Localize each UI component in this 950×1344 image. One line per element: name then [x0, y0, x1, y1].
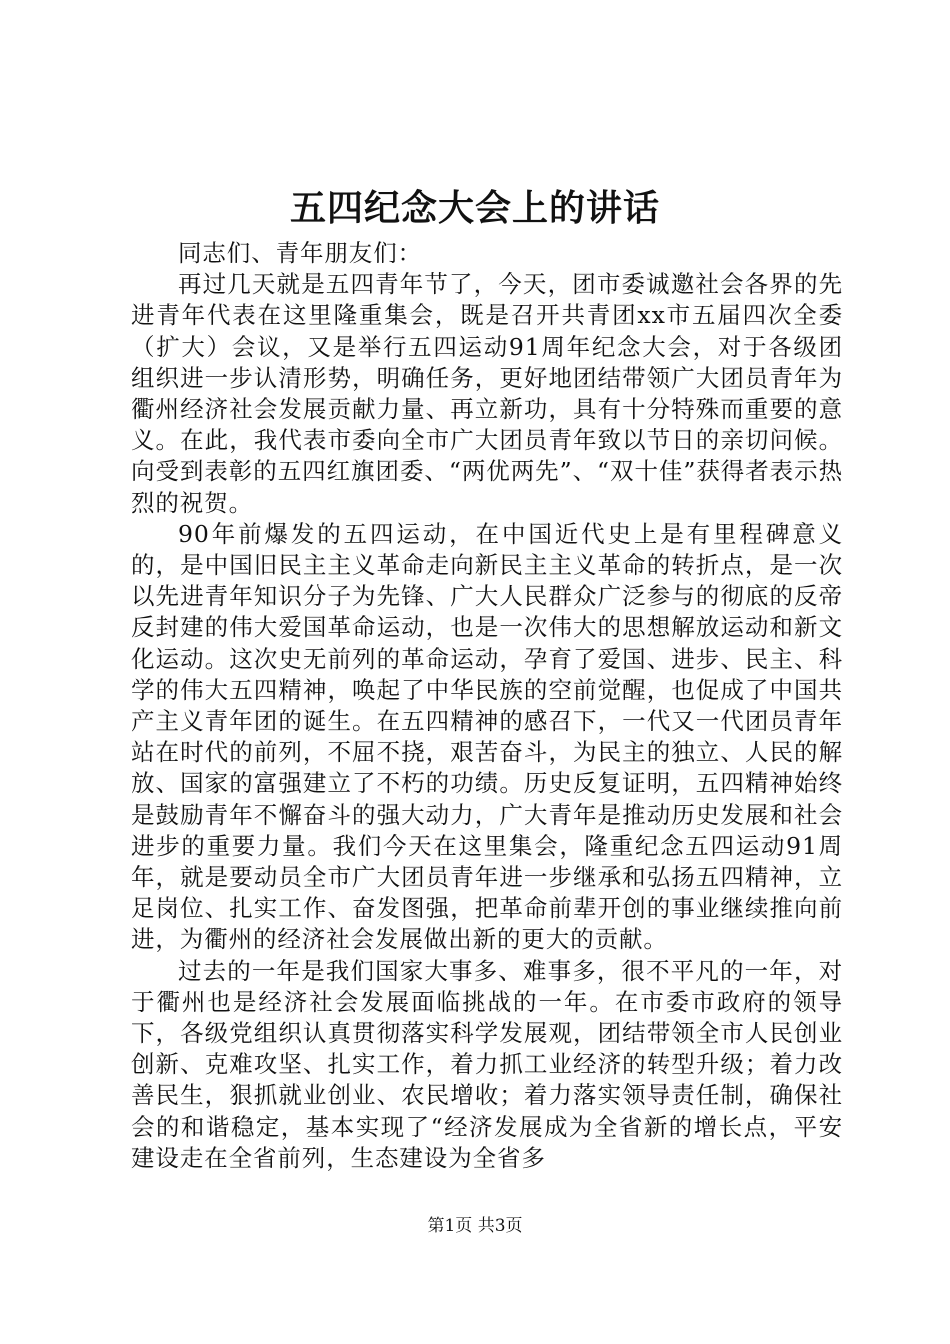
body-paragraph: 过去的一年是我们国家大事多、难事多，很不平凡的一年，对于衢州也是经济社会发展面临挑战的一年。在市委市政府的领导下，各级党组织认真贯彻落实科学发展观，团结带领全市人民创业创新、克难攻坚、扎实工作，着力抓工业经济的转型升级；着力改善民生，狠抓就业创业、农民增收；着力落实领导责任制，确保社会的和谐稳定，基本实现了“经济发展成为全省新的增长点，平安建设走在全省前列，生态建设为全省多 [131, 956, 843, 1172]
body-paragraph: 再过几天就是五四青年节了，今天，团市委诚邀社会各界的先进青年代表在这里隆重集会，既是召开共青团xx市五届四次全委（扩大）会议，又是举行五四运动91周年纪念大会，对于各级团组织进一步认清形势，明确任务，更好地团结带领广大团员青年为衢州经济社会发展贡献力量、再立新功，具有十分特殊而重要的意义。在此，我代表市委向全市广大团员青年致以节日的亲切问候。向受到表彰的五四红旗团委、“两优两先”、“双十佳”获得者表示热烈的祝贺。 [131, 270, 843, 517]
body-paragraph: 90年前爆发的五四运动，在中国近代史上是有里程碑意义的，是中国旧民主主义革命走向新民主主义革命的转折点，是一次以先进青年知识分子为先锋、广大人民群众广泛参与的彻底的反帝反封建的伟大爱国革命运动，也是一次伟大的思想解放运动和新文化运动。这次史无前列的革命运动，孕育了爱国、进步、民主、科学的伟大五四精神，唤起了中华民族的空前觉醒，也促成了中国共产主义青年团的诞生。在五四精神的感召下，一代又一代团员青年站在时代的前列，不屈不挠，艰苦奋斗，为民主的独立、人民的解放、国家的富强建立了不朽的功绩。历史反复证明，五四精神始终是鼓励青年不懈奋斗的强大动力，广大青年是推动历史发展和社会进步的重要力量。我们今天在这里集会，隆重纪念五四运动91周年，就是要动员全市广大团员青年进一步继承和弘扬五四精神，立足岗位、扎实工作、奋发图强，把革命前辈开创的事业继续推向前进，为衢州的经济社会发展做出新的更大的贡献。 [131, 519, 843, 954]
page-number-footer: 第1页 共3页 [427, 1216, 523, 1236]
document-body [131, 238, 843, 1174]
document-title: 五四纪念大会上的讲话 [289, 187, 660, 229]
salutation-paragraph: 同志们、青年朋友们： [178, 239, 422, 267]
